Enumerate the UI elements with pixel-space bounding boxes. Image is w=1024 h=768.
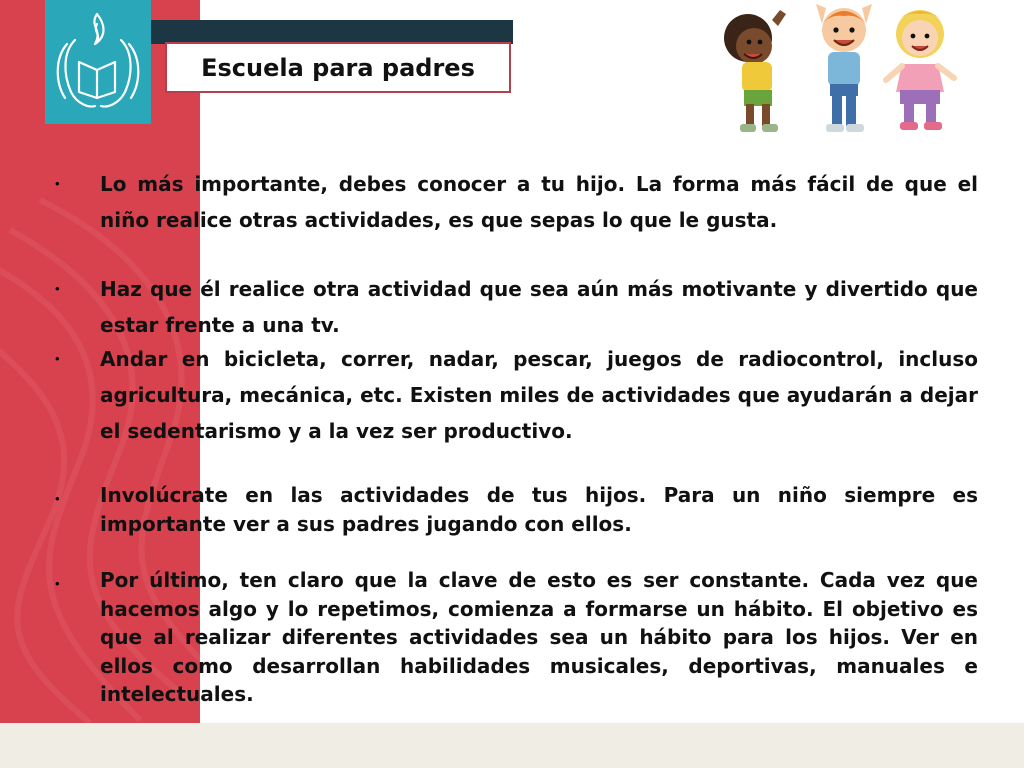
bullet-marker: • (55, 576, 60, 591)
logo-box (45, 0, 151, 124)
child-2 (816, 4, 872, 132)
title-bar (151, 20, 513, 44)
bullet-text: Lo más importante, debes conocer a tu hijo. La forma más fácil de que el niño realice otras actividades, es que sepas lo que le gusta. (100, 172, 978, 232)
bottom-band (0, 723, 1024, 768)
bullet-text: Andar en bicicleta, correr, nadar, pescar, juegos de radiocontrol, incluso agricultura, mecánica, etc. Existen miles de actividades que ayudarán a dejar el sedentarismo y a la vez ser productivo. (100, 347, 978, 443)
hands-flame-logo-icon (45, 0, 151, 124)
bullet-marker: • (55, 176, 60, 191)
slide-title: Escuela para padres (201, 53, 475, 82)
three-children-exercising-illustration (716, 0, 966, 140)
bullet-text: Haz que él realice otra actividad que sea aún más motivante y divertido que estar frente a una tv. (100, 277, 978, 337)
bullet-marker: • (55, 351, 60, 366)
bullet-text: Involúcrate en las actividades de tus hijos. Para un niño siempre es importante ver a sus padres jugando con ellos. (100, 483, 978, 536)
title-box (165, 42, 511, 93)
bullet-marker: • (55, 281, 60, 296)
bullet-marker: • (55, 491, 60, 506)
bullet-text: Por último, ten claro que la clave de esto es ser constante. Cada vez que hacemos algo y lo repetimos, comienza a formarse un hábito. El objetivo es que al realizar diferentes actividades sea un hábito para los hijos. Ver en ellos como desarrollan habilidades musicales, deportivas, manuales e intelectuales. (100, 568, 978, 706)
child-1 (724, 10, 786, 132)
child-3 (886, 10, 954, 130)
